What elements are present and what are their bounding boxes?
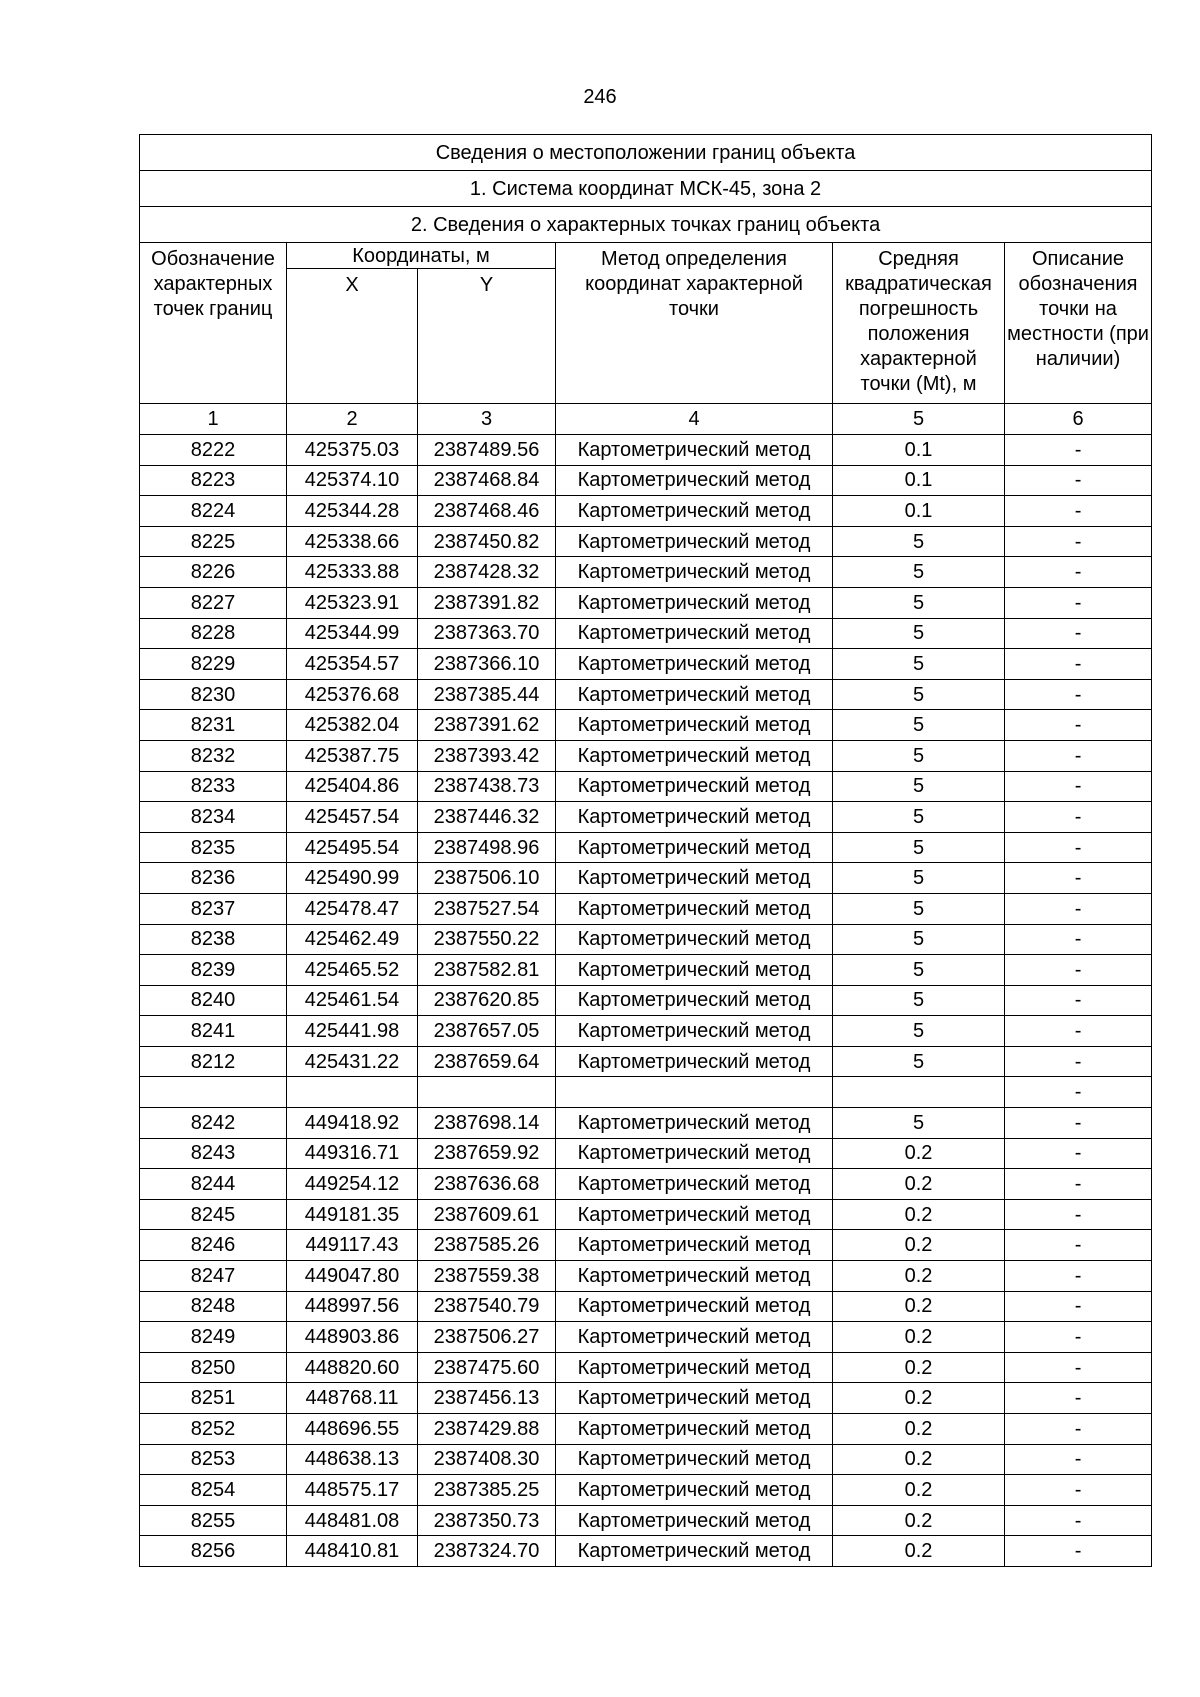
method-cell: Картометрический метод bbox=[556, 1016, 833, 1047]
method-cell: Картометрический метод bbox=[556, 1108, 833, 1139]
column-number: 6 bbox=[1005, 404, 1152, 435]
section-title: 2. Сведения о характерных точках границ объекта bbox=[140, 207, 1152, 243]
x-coordinate-cell: 425344.28 bbox=[287, 496, 418, 527]
error-cell: 5 bbox=[833, 955, 1005, 986]
y-coordinate-cell: 2387468.84 bbox=[418, 465, 556, 496]
method-cell: Картометрический метод bbox=[556, 863, 833, 894]
description-cell: - bbox=[1005, 802, 1152, 833]
point-id-cell: 8245 bbox=[140, 1199, 287, 1230]
error-cell: 0.1 bbox=[833, 465, 1005, 496]
error-cell: 0.2 bbox=[833, 1352, 1005, 1383]
point-id-cell: 8234 bbox=[140, 802, 287, 833]
table-row bbox=[140, 1108, 1152, 1139]
error-cell: 5 bbox=[833, 771, 1005, 802]
description-cell: - bbox=[1005, 587, 1152, 618]
point-id-cell: 8212 bbox=[140, 1046, 287, 1077]
error-cell: 5 bbox=[833, 526, 1005, 557]
header-point-designation: Обозначение характерных точек границ bbox=[140, 243, 287, 404]
y-coordinate-cell: 2387393.42 bbox=[418, 740, 556, 771]
x-coordinate-cell: 448768.11 bbox=[287, 1383, 418, 1414]
description-cell: - bbox=[1005, 893, 1152, 924]
error-cell: 5 bbox=[833, 832, 1005, 863]
description-cell: - bbox=[1005, 649, 1152, 680]
method-cell: Картометрический метод bbox=[556, 1261, 833, 1292]
method-cell: Картометрический метод bbox=[556, 893, 833, 924]
method-cell: Картометрический метод bbox=[556, 526, 833, 557]
x-coordinate-cell: 448410.81 bbox=[287, 1536, 418, 1567]
point-id-cell: 8253 bbox=[140, 1444, 287, 1475]
y-coordinate-cell: 2387385.44 bbox=[418, 679, 556, 710]
method-cell: Картометрический метод bbox=[556, 1383, 833, 1414]
table-row bbox=[140, 1383, 1152, 1414]
x-coordinate-cell: 425404.86 bbox=[287, 771, 418, 802]
y-coordinate-cell: 2387609.61 bbox=[418, 1199, 556, 1230]
error-cell: 0.2 bbox=[833, 1536, 1005, 1567]
column-number: 5 bbox=[833, 404, 1005, 435]
method-cell: Картометрический метод bbox=[556, 496, 833, 527]
description-cell: - bbox=[1005, 1199, 1152, 1230]
table-row bbox=[140, 679, 1152, 710]
method-cell: Картометрический метод bbox=[556, 1536, 833, 1567]
point-id-cell: 8239 bbox=[140, 955, 287, 986]
method-cell: Картометрический метод bbox=[556, 1475, 833, 1506]
table-row bbox=[140, 1505, 1152, 1536]
column-number: 3 bbox=[418, 404, 556, 435]
table-row bbox=[140, 618, 1152, 649]
table-row bbox=[140, 435, 1152, 466]
error-cell: 5 bbox=[833, 710, 1005, 741]
x-coordinate-cell: 449418.92 bbox=[287, 1108, 418, 1139]
table-row bbox=[140, 771, 1152, 802]
table-row bbox=[140, 557, 1152, 588]
description-cell: - bbox=[1005, 1505, 1152, 1536]
x-coordinate-cell: 425344.99 bbox=[287, 618, 418, 649]
y-coordinate-cell: 2387540.79 bbox=[418, 1291, 556, 1322]
x-coordinate-cell: 425462.49 bbox=[287, 924, 418, 955]
table-row bbox=[140, 649, 1152, 680]
point-id-cell: 8227 bbox=[140, 587, 287, 618]
x-coordinate-cell: 448820.60 bbox=[287, 1352, 418, 1383]
point-id-cell: 8243 bbox=[140, 1138, 287, 1169]
table-row bbox=[140, 1536, 1152, 1567]
x-coordinate-cell: 449117.43 bbox=[287, 1230, 418, 1261]
table-row bbox=[140, 893, 1152, 924]
table-row bbox=[140, 1169, 1152, 1200]
x-coordinate-cell: 449047.80 bbox=[287, 1261, 418, 1292]
table-title: Сведения о местоположении границ объекта bbox=[140, 135, 1152, 171]
description-cell: - bbox=[1005, 1291, 1152, 1322]
error-cell: 5 bbox=[833, 863, 1005, 894]
description-cell: - bbox=[1005, 1230, 1152, 1261]
point-id-cell bbox=[140, 1077, 287, 1108]
method-cell: Картометрический метод bbox=[556, 740, 833, 771]
table-row bbox=[140, 740, 1152, 771]
x-coordinate-cell: 425431.22 bbox=[287, 1046, 418, 1077]
error-cell: 0.2 bbox=[833, 1475, 1005, 1506]
method-cell: Картометрический метод bbox=[556, 924, 833, 955]
header-coordinates-group: Координаты, м bbox=[287, 243, 556, 269]
table-row bbox=[140, 587, 1152, 618]
y-coordinate-cell: 2387559.38 bbox=[418, 1261, 556, 1292]
error-cell: 5 bbox=[833, 649, 1005, 680]
point-id-cell: 8255 bbox=[140, 1505, 287, 1536]
table-row bbox=[140, 985, 1152, 1016]
header-description: Описание обозначения точки на местности (при наличии) bbox=[1005, 243, 1152, 404]
x-coordinate-cell: 448575.17 bbox=[287, 1475, 418, 1506]
error-cell: 0.2 bbox=[833, 1261, 1005, 1292]
table-row bbox=[140, 863, 1152, 894]
header-method: Метод определения координат характерной точки bbox=[556, 243, 833, 404]
description-cell: - bbox=[1005, 1383, 1152, 1414]
table-row bbox=[140, 1322, 1152, 1353]
x-coordinate-cell: 425461.54 bbox=[287, 985, 418, 1016]
error-cell: 0.2 bbox=[833, 1169, 1005, 1200]
y-coordinate-cell: 2387620.85 bbox=[418, 985, 556, 1016]
description-cell: - bbox=[1005, 710, 1152, 741]
table-row bbox=[140, 526, 1152, 557]
method-cell: Картометрический метод bbox=[556, 1414, 833, 1445]
point-id-cell: 8231 bbox=[140, 710, 287, 741]
x-coordinate-cell: 425376.68 bbox=[287, 679, 418, 710]
x-coordinate-cell: 449254.12 bbox=[287, 1169, 418, 1200]
y-coordinate-cell: 2387498.96 bbox=[418, 832, 556, 863]
x-coordinate-cell: 448997.56 bbox=[287, 1291, 418, 1322]
y-coordinate-cell: 2387585.26 bbox=[418, 1230, 556, 1261]
error-cell: 5 bbox=[833, 679, 1005, 710]
point-id-cell: 8229 bbox=[140, 649, 287, 680]
table-row bbox=[140, 1199, 1152, 1230]
x-coordinate-cell: 425465.52 bbox=[287, 955, 418, 986]
x-coordinate-cell: 425333.88 bbox=[287, 557, 418, 588]
description-cell: - bbox=[1005, 924, 1152, 955]
error-cell: 5 bbox=[833, 618, 1005, 649]
x-coordinate-cell: 425478.47 bbox=[287, 893, 418, 924]
description-cell: - bbox=[1005, 832, 1152, 863]
error-cell: 0.2 bbox=[833, 1383, 1005, 1414]
method-cell: Картометрический метод bbox=[556, 985, 833, 1016]
point-id-cell: 8242 bbox=[140, 1108, 287, 1139]
description-cell: - bbox=[1005, 435, 1152, 466]
x-coordinate-cell: 449316.71 bbox=[287, 1138, 418, 1169]
table-row bbox=[140, 1016, 1152, 1047]
error-cell: 5 bbox=[833, 740, 1005, 771]
error-cell: 0.2 bbox=[833, 1199, 1005, 1230]
method-cell: Картометрический метод bbox=[556, 1291, 833, 1322]
y-coordinate-cell: 2387582.81 bbox=[418, 955, 556, 986]
table-row bbox=[140, 710, 1152, 741]
y-coordinate-cell: 2387408.30 bbox=[418, 1444, 556, 1475]
description-cell: - bbox=[1005, 771, 1152, 802]
x-coordinate-cell: 448903.86 bbox=[287, 1322, 418, 1353]
point-id-cell: 8235 bbox=[140, 832, 287, 863]
table-row bbox=[140, 832, 1152, 863]
method-cell: Картометрический метод bbox=[556, 557, 833, 588]
table-row bbox=[140, 1230, 1152, 1261]
point-id-cell: 8232 bbox=[140, 740, 287, 771]
x-coordinate-cell: 448481.08 bbox=[287, 1505, 418, 1536]
header-x: X bbox=[287, 269, 418, 404]
y-coordinate-cell: 2387506.10 bbox=[418, 863, 556, 894]
point-id-cell: 8250 bbox=[140, 1352, 287, 1383]
y-coordinate-cell: 2387391.62 bbox=[418, 710, 556, 741]
description-cell: - bbox=[1005, 1138, 1152, 1169]
x-coordinate-cell bbox=[287, 1077, 418, 1108]
header-y: Y bbox=[418, 269, 556, 404]
description-cell: - bbox=[1005, 465, 1152, 496]
x-coordinate-cell: 425495.54 bbox=[287, 832, 418, 863]
error-cell: 5 bbox=[833, 985, 1005, 1016]
table-row bbox=[140, 1138, 1152, 1169]
error-cell: 5 bbox=[833, 893, 1005, 924]
method-cell: Картометрический метод bbox=[556, 1230, 833, 1261]
method-cell: Картометрический метод bbox=[556, 1138, 833, 1169]
description-cell: - bbox=[1005, 955, 1152, 986]
x-coordinate-cell: 425382.04 bbox=[287, 710, 418, 741]
x-coordinate-cell: 425338.66 bbox=[287, 526, 418, 557]
point-id-cell: 8241 bbox=[140, 1016, 287, 1047]
y-coordinate-cell: 2387429.88 bbox=[418, 1414, 556, 1445]
coordinate-system-row bbox=[140, 171, 1152, 207]
error-cell: 0.2 bbox=[833, 1138, 1005, 1169]
method-cell: Картометрический метод bbox=[556, 587, 833, 618]
method-cell: Картометрический метод bbox=[556, 435, 833, 466]
x-coordinate-cell: 425441.98 bbox=[287, 1016, 418, 1047]
x-coordinate-cell: 425374.10 bbox=[287, 465, 418, 496]
error-cell: 5 bbox=[833, 924, 1005, 955]
y-coordinate-cell: 2387450.82 bbox=[418, 526, 556, 557]
y-coordinate-cell: 2387350.73 bbox=[418, 1505, 556, 1536]
table-row bbox=[140, 1414, 1152, 1445]
x-coordinate-cell: 425323.91 bbox=[287, 587, 418, 618]
y-coordinate-cell: 2387636.68 bbox=[418, 1169, 556, 1200]
header-error: Средняя квадратическая погрешность положения характерной точки (Mt), м bbox=[833, 243, 1005, 404]
table-title-row bbox=[140, 135, 1152, 171]
y-coordinate-cell: 2387456.13 bbox=[418, 1383, 556, 1414]
y-coordinate-cell: 2387475.60 bbox=[418, 1352, 556, 1383]
error-cell: 5 bbox=[833, 1108, 1005, 1139]
method-cell: Картометрический метод bbox=[556, 955, 833, 986]
error-cell: 0.2 bbox=[833, 1414, 1005, 1445]
description-cell: - bbox=[1005, 526, 1152, 557]
table-row bbox=[140, 1475, 1152, 1506]
y-coordinate-cell: 2387659.64 bbox=[418, 1046, 556, 1077]
column-number: 4 bbox=[556, 404, 833, 435]
method-cell bbox=[556, 1077, 833, 1108]
table-row bbox=[140, 955, 1152, 986]
method-cell: Картометрический метод bbox=[556, 710, 833, 741]
description-cell: - bbox=[1005, 1169, 1152, 1200]
method-cell: Картометрический метод bbox=[556, 465, 833, 496]
error-cell bbox=[833, 1077, 1005, 1108]
description-cell: - bbox=[1005, 1046, 1152, 1077]
error-cell: 5 bbox=[833, 557, 1005, 588]
column-number: 2 bbox=[287, 404, 418, 435]
x-coordinate-cell: 425354.57 bbox=[287, 649, 418, 680]
y-coordinate-cell: 2387391.82 bbox=[418, 587, 556, 618]
y-coordinate-cell: 2387468.46 bbox=[418, 496, 556, 527]
y-coordinate-cell: 2387659.92 bbox=[418, 1138, 556, 1169]
description-cell: - bbox=[1005, 863, 1152, 894]
y-coordinate-cell: 2387438.73 bbox=[418, 771, 556, 802]
x-coordinate-cell: 425457.54 bbox=[287, 802, 418, 833]
description-cell: - bbox=[1005, 1475, 1152, 1506]
method-cell: Картометрический метод bbox=[556, 1199, 833, 1230]
y-coordinate-cell bbox=[418, 1077, 556, 1108]
method-cell: Картометрический метод bbox=[556, 1169, 833, 1200]
y-coordinate-cell: 2387506.27 bbox=[418, 1322, 556, 1353]
error-cell: 0.1 bbox=[833, 496, 1005, 527]
description-cell: - bbox=[1005, 557, 1152, 588]
method-cell: Картометрический метод bbox=[556, 649, 833, 680]
point-id-cell: 8228 bbox=[140, 618, 287, 649]
column-number-row bbox=[140, 404, 1152, 435]
error-cell: 0.2 bbox=[833, 1230, 1005, 1261]
table-row bbox=[140, 465, 1152, 496]
point-id-cell: 8254 bbox=[140, 1475, 287, 1506]
point-id-cell: 8233 bbox=[140, 771, 287, 802]
method-cell: Картометрический метод bbox=[556, 1046, 833, 1077]
point-id-cell: 8252 bbox=[140, 1414, 287, 1445]
point-id-cell: 8248 bbox=[140, 1291, 287, 1322]
method-cell: Картометрический метод bbox=[556, 1505, 833, 1536]
description-cell: - bbox=[1005, 618, 1152, 649]
y-coordinate-cell: 2387363.70 bbox=[418, 618, 556, 649]
point-id-cell: 8224 bbox=[140, 496, 287, 527]
error-cell: 5 bbox=[833, 1016, 1005, 1047]
method-cell: Картометрический метод bbox=[556, 1444, 833, 1475]
description-cell: - bbox=[1005, 1077, 1152, 1108]
point-id-cell: 8247 bbox=[140, 1261, 287, 1292]
x-coordinate-cell: 449181.35 bbox=[287, 1199, 418, 1230]
table-row bbox=[140, 802, 1152, 833]
point-id-cell: 8240 bbox=[140, 985, 287, 1016]
page-number: 246 bbox=[583, 86, 617, 108]
point-id-cell: 8222 bbox=[140, 435, 287, 466]
table-row bbox=[140, 1352, 1152, 1383]
table-row bbox=[140, 1291, 1152, 1322]
description-cell: - bbox=[1005, 740, 1152, 771]
description-cell: - bbox=[1005, 1536, 1152, 1567]
x-coordinate-cell: 425387.75 bbox=[287, 740, 418, 771]
table-row bbox=[140, 1261, 1152, 1292]
method-cell: Картометрический метод bbox=[556, 679, 833, 710]
point-id-cell: 8230 bbox=[140, 679, 287, 710]
error-cell: 0.2 bbox=[833, 1322, 1005, 1353]
method-cell: Картометрический метод bbox=[556, 771, 833, 802]
description-cell: - bbox=[1005, 1352, 1152, 1383]
error-cell: 5 bbox=[833, 587, 1005, 618]
description-cell: - bbox=[1005, 679, 1152, 710]
description-cell: - bbox=[1005, 1261, 1152, 1292]
x-coordinate-cell: 448696.55 bbox=[287, 1414, 418, 1445]
point-id-cell: 8236 bbox=[140, 863, 287, 894]
method-cell: Картометрический метод bbox=[556, 1352, 833, 1383]
error-cell: 5 bbox=[833, 802, 1005, 833]
error-cell: 0.2 bbox=[833, 1505, 1005, 1536]
y-coordinate-cell: 2387385.25 bbox=[418, 1475, 556, 1506]
method-cell: Картометрический метод bbox=[556, 832, 833, 863]
point-id-cell: 8226 bbox=[140, 557, 287, 588]
x-coordinate-cell: 425375.03 bbox=[287, 435, 418, 466]
y-coordinate-cell: 2387489.56 bbox=[418, 435, 556, 466]
description-cell: - bbox=[1005, 1414, 1152, 1445]
y-coordinate-cell: 2387366.10 bbox=[418, 649, 556, 680]
table-row bbox=[140, 1444, 1152, 1475]
y-coordinate-cell: 2387657.05 bbox=[418, 1016, 556, 1047]
point-id-cell: 8249 bbox=[140, 1322, 287, 1353]
table-row bbox=[140, 1077, 1152, 1108]
error-cell: 0.2 bbox=[833, 1291, 1005, 1322]
method-cell: Картометрический метод bbox=[556, 1322, 833, 1353]
x-coordinate-cell: 425490.99 bbox=[287, 863, 418, 894]
y-coordinate-cell: 2387698.14 bbox=[418, 1108, 556, 1139]
coordinate-system-title: 1. Система координат МСК-45, зона 2 bbox=[140, 171, 1152, 207]
error-cell: 5 bbox=[833, 1046, 1005, 1077]
method-cell: Картометрический метод bbox=[556, 618, 833, 649]
error-cell: 0.2 bbox=[833, 1444, 1005, 1475]
point-id-cell: 8223 bbox=[140, 465, 287, 496]
description-cell: - bbox=[1005, 1016, 1152, 1047]
y-coordinate-cell: 2387527.54 bbox=[418, 893, 556, 924]
point-id-cell: 8256 bbox=[140, 1536, 287, 1567]
x-coordinate-cell: 448638.13 bbox=[287, 1444, 418, 1475]
point-id-cell: 8225 bbox=[140, 526, 287, 557]
y-coordinate-cell: 2387446.32 bbox=[418, 802, 556, 833]
description-cell: - bbox=[1005, 1444, 1152, 1475]
description-cell: - bbox=[1005, 1108, 1152, 1139]
y-coordinate-cell: 2387550.22 bbox=[418, 924, 556, 955]
description-cell: - bbox=[1005, 985, 1152, 1016]
section-title-row bbox=[140, 207, 1152, 243]
boundary-points-table bbox=[139, 134, 1152, 1567]
error-cell: 0.1 bbox=[833, 435, 1005, 466]
table-row bbox=[140, 924, 1152, 955]
point-id-cell: 8251 bbox=[140, 1383, 287, 1414]
y-coordinate-cell: 2387324.70 bbox=[418, 1536, 556, 1567]
column-header-row bbox=[140, 243, 1152, 269]
point-id-cell: 8244 bbox=[140, 1169, 287, 1200]
method-cell: Картометрический метод bbox=[556, 802, 833, 833]
point-id-cell: 8246 bbox=[140, 1230, 287, 1261]
table-row bbox=[140, 496, 1152, 527]
y-coordinate-cell: 2387428.32 bbox=[418, 557, 556, 588]
table-row bbox=[140, 1046, 1152, 1077]
point-id-cell: 8237 bbox=[140, 893, 287, 924]
point-id-cell: 8238 bbox=[140, 924, 287, 955]
column-number: 1 bbox=[140, 404, 287, 435]
description-cell: - bbox=[1005, 1322, 1152, 1353]
description-cell: - bbox=[1005, 496, 1152, 527]
